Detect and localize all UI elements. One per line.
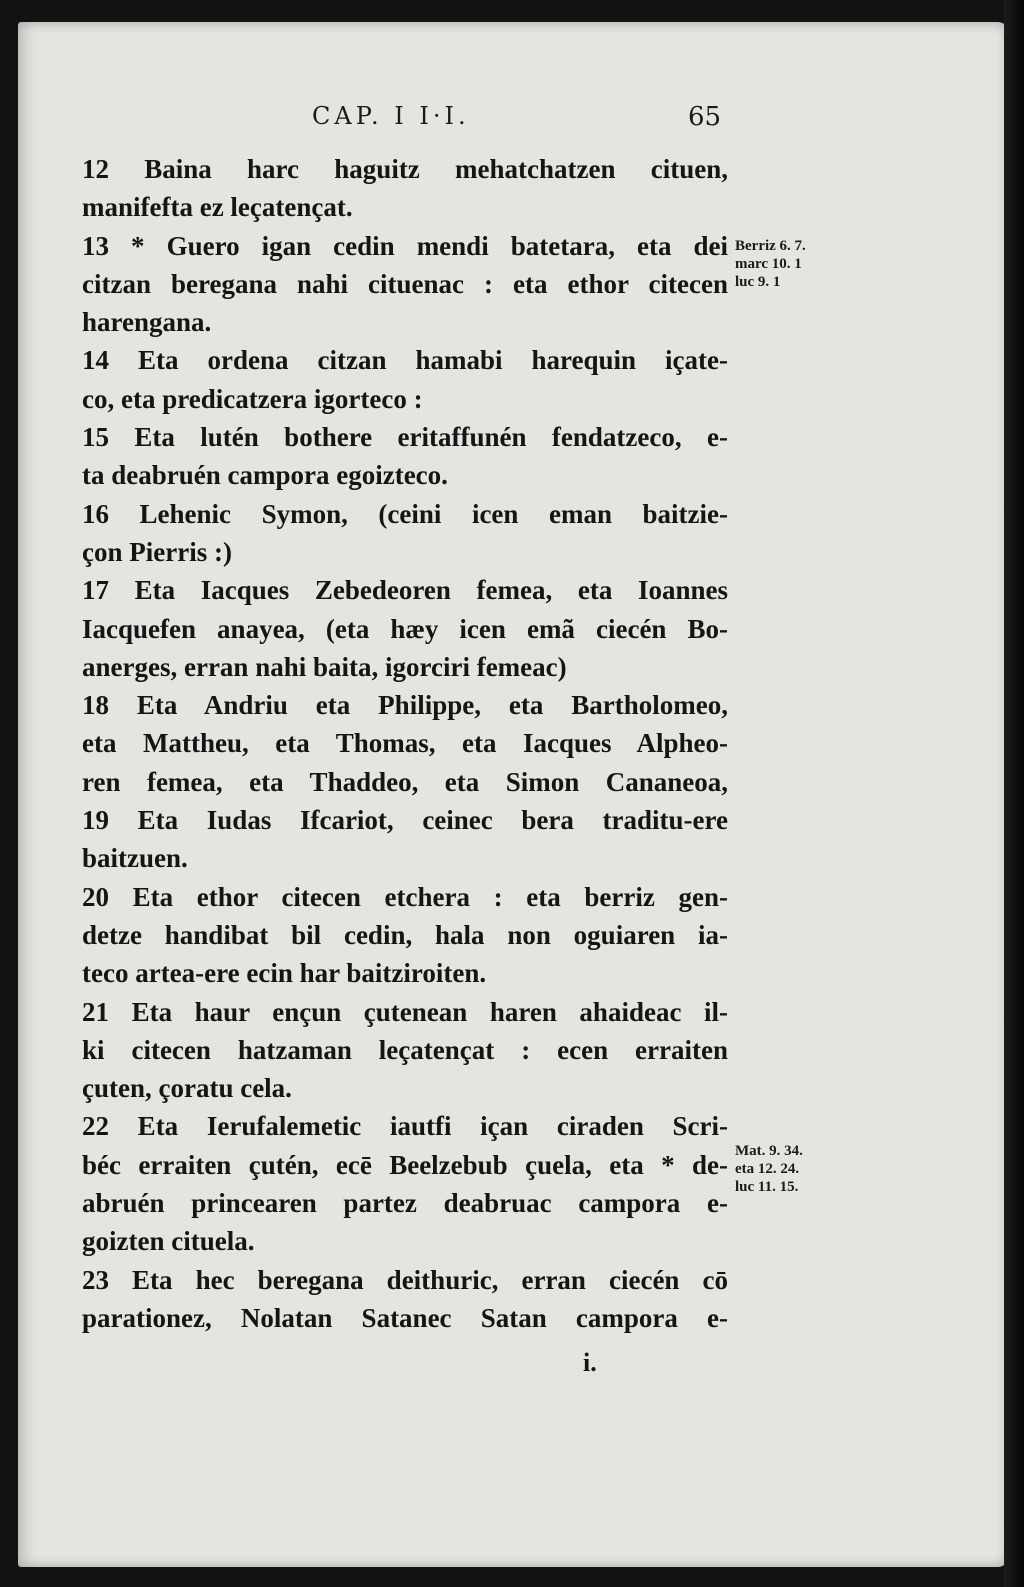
margin-ref: marc 10. 1 bbox=[735, 256, 802, 272]
text-line: ren femea, eta Thaddeo, eta Simon Cananeoa, bbox=[82, 766, 728, 797]
text-line: béc erraiten çutén, ecē Beelzebub çuela, eta * de- bbox=[82, 1149, 728, 1180]
text-line: 21 Eta haur ençun çutenean haren ahaideac il- bbox=[82, 996, 728, 1027]
text-line: goizten cituela. bbox=[82, 1226, 255, 1257]
text-line: manifefta ez leçatençat. bbox=[82, 192, 353, 223]
text-line: 12 Baina harc haguitz mehatchatzen cituen, bbox=[82, 154, 728, 184]
text-line: harengana. bbox=[82, 307, 212, 338]
text-line: 18 Eta Andriu eta Philippe, eta Bartholomeo, bbox=[82, 690, 728, 721]
catchword: i. bbox=[583, 1348, 597, 1377]
text-line: 15 Eta lutén bothere eritaffunén fendatzeco, e- bbox=[82, 422, 728, 453]
scan-border bbox=[1004, 0, 1024, 1587]
text-line: eta Mattheu, eta Thomas, eta Iacques Alpheo- bbox=[82, 728, 728, 759]
verse-text bbox=[82, 150, 728, 1337]
text-line: parationez, Nolatan Satanec Satan campora e- bbox=[82, 1302, 728, 1333]
text-line: ki citecen hatzaman leçatençat : ecen erraiten bbox=[82, 1034, 728, 1065]
text-line: detze handibat bil cedin, hala non oguiaren ia- bbox=[82, 919, 728, 950]
text-line: abruén princearen partez deabruac campora e- bbox=[82, 1188, 728, 1219]
text-line: 14 Eta ordena citzan hamabi harequin içate- bbox=[82, 345, 728, 376]
text-line: 17 Eta Iacques Zebedeoren femea, eta Ioannes bbox=[82, 575, 728, 606]
margin-ref: Mat. 9. 34. bbox=[735, 1143, 803, 1159]
margin-ref: eta 12. 24. bbox=[735, 1161, 800, 1177]
text-line: teco artea-ere ecin har baitziroiten. bbox=[82, 958, 487, 989]
text-line: Iacquefen anayea, (eta hæy icen emã ciecén Bo- bbox=[82, 613, 728, 644]
margin-ref: luc 11. 15. bbox=[735, 1179, 799, 1195]
page-number: 65 bbox=[688, 102, 722, 132]
text-line: çon Pierris :) bbox=[82, 536, 232, 567]
text-line: 19 Eta Iudas Ifcariot, ceinec bera traditu-ere bbox=[82, 805, 728, 836]
text-line: anerges, erran nahi baita, igorciri femeac) bbox=[82, 651, 567, 682]
margin-ref: Berriz 6. 7. bbox=[735, 238, 806, 254]
text-line: ta deabruén campora egoizteco. bbox=[82, 460, 448, 491]
running-head-title: CAP. I I·I. bbox=[312, 102, 470, 130]
text-line: 22 Eta Ierufalemetic iautfi içan ciraden Scri- bbox=[82, 1111, 728, 1142]
margin-ref: luc 9. 1 bbox=[735, 274, 781, 290]
text-line: 13 * Guero igan cedin mendi batetara, eta dei bbox=[82, 230, 728, 261]
text-line: co, eta predicatzera igorteco : bbox=[82, 383, 423, 414]
text-line: 16 Lehenic Symon, (ceini icen eman baitzie- bbox=[82, 498, 728, 529]
text-line: çuten, çoratu cela. bbox=[82, 1073, 292, 1104]
text-line: citzan beregana nahi cituenac : eta ethor citecen bbox=[82, 268, 728, 299]
margin-note-references bbox=[735, 1142, 803, 1196]
text-line: baitzuen. bbox=[82, 843, 188, 874]
text-line: 23 Eta hec beregana deithuric, erran ciecén cō bbox=[82, 1264, 728, 1295]
margin-note-references bbox=[735, 237, 806, 291]
text-line: 20 Eta ethor citecen etchera : eta berriz gen- bbox=[82, 881, 728, 912]
